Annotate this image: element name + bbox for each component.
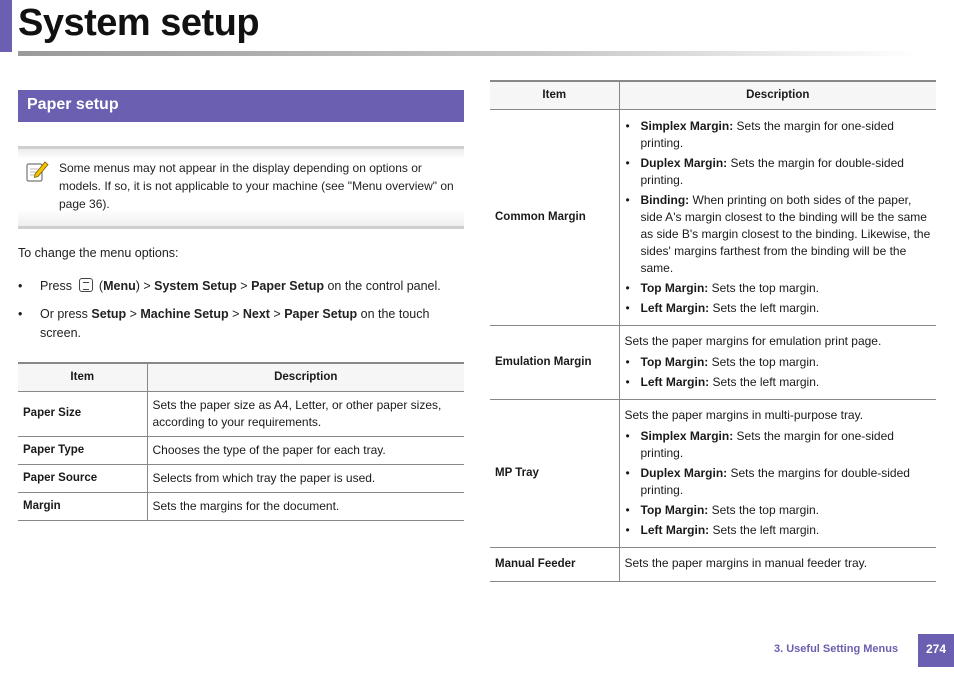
page-number: 274	[918, 634, 954, 667]
setting-description: Sets the top margin.	[708, 502, 819, 517]
column-header-description: Description	[147, 363, 464, 391]
setting-name: Simplex Margin:	[640, 428, 734, 443]
table-row	[490, 325, 936, 399]
row-item: MP Tray	[490, 399, 619, 547]
section-header	[18, 90, 464, 122]
row-item: Margin	[18, 492, 147, 520]
step-text: (	[95, 279, 104, 293]
description-bullets	[625, 428, 932, 539]
description-bullet	[625, 354, 932, 371]
menu-path-item: Machine Setup	[140, 307, 229, 321]
row-description: Chooses the type of the paper for each tray.	[147, 436, 464, 464]
row-item: Manual Feeder	[490, 547, 619, 581]
section-title: Paper setup	[27, 96, 119, 113]
menu-path-item: Next	[242, 307, 270, 321]
menu-path-item: System Setup	[154, 279, 237, 293]
setting-description: Sets the margin for one-sided printing.	[640, 118, 894, 150]
step-text: >	[126, 307, 141, 321]
row-item: Emulation Margin	[490, 325, 619, 399]
table-row	[490, 399, 936, 547]
note-text: Some menus may not appear in the display depending on options or models. If so, it is not applicable to your machine (see "Menu overview" on page 36).	[59, 161, 454, 211]
setting-description: Sets the margin for double-sided printing.	[640, 155, 904, 187]
page-title: System setup	[18, 2, 260, 44]
step-text: on the control panel.	[324, 279, 441, 293]
step-text: Or press	[40, 307, 92, 321]
setting-name: Left Margin:	[640, 522, 710, 537]
step-text: >	[269, 307, 285, 321]
description-text: Sets the paper margins in multi-purpose tray.	[624, 407, 864, 422]
table-row	[490, 547, 936, 581]
description-bullet	[625, 465, 932, 499]
description-text: Sets the paper margins in manual feeder tray.	[624, 555, 868, 570]
row-item: Paper Type	[18, 436, 147, 464]
setting-name: Left Margin:	[640, 300, 710, 315]
setting-description: Sets the left margin.	[709, 522, 820, 537]
description-bullet	[625, 155, 932, 189]
header-accent-bar	[0, 0, 12, 52]
setting-description: Sets the top margin.	[708, 280, 819, 295]
menu-path-item: Menu	[103, 279, 136, 293]
row-description	[619, 399, 936, 547]
table-header-row	[490, 81, 936, 109]
row-description: Sets the paper size as A4, Letter, or other paper sizes, according to your requirements.	[147, 391, 464, 436]
description-bullet	[625, 374, 932, 391]
header-divider	[18, 51, 918, 56]
menu-key-icon	[79, 278, 93, 292]
menu-path-item: Setup	[91, 307, 127, 321]
description-text: Sets the paper margins for emulation print page.	[624, 333, 882, 348]
setting-name: Duplex Margin:	[640, 465, 728, 480]
column-header-item: Item	[18, 363, 147, 391]
margin-settings-table	[490, 80, 936, 582]
step-text: >	[236, 279, 252, 293]
footer-chapter: 3. Useful Setting Menus	[774, 643, 899, 655]
description-bullet	[625, 300, 932, 317]
setting-name: Duplex Margin:	[640, 155, 728, 170]
setting-name: Top Margin:	[640, 502, 709, 517]
description-bullet	[625, 192, 932, 277]
step-text: on the touch screen.	[40, 307, 430, 340]
intro-text: To change the menu options:	[18, 246, 179, 260]
setting-name: Simplex Margin:	[640, 118, 734, 133]
setting-description: Sets the left margin.	[709, 300, 820, 315]
description-bullet	[625, 522, 932, 539]
row-description	[619, 325, 936, 399]
description-bullet	[625, 428, 932, 462]
setting-name: Left Margin:	[640, 374, 710, 389]
setting-description: Sets the left margin.	[709, 374, 820, 389]
step-item	[18, 305, 458, 343]
row-description: Selects from which tray the paper is used.	[147, 464, 464, 492]
step-text: >	[228, 307, 243, 321]
table-row	[18, 492, 464, 520]
description-bullets	[625, 118, 932, 317]
setting-name: Top Margin:	[640, 280, 709, 295]
setting-name: Top Margin:	[640, 354, 709, 369]
table-header-row	[18, 363, 464, 391]
step-text: Press	[40, 279, 76, 293]
description-bullet	[625, 280, 932, 297]
note-box	[18, 146, 464, 229]
note-pencil-icon	[25, 159, 49, 183]
table-row	[18, 436, 464, 464]
row-description: Sets the margins for the document.	[147, 492, 464, 520]
row-item: Paper Source	[18, 464, 147, 492]
menu-path-item: Paper Setup	[251, 279, 324, 293]
setting-description: Sets the top margin.	[708, 354, 819, 369]
column-header-item: Item	[490, 81, 619, 109]
description-bullets	[625, 354, 932, 391]
column-header-description: Description	[619, 81, 936, 109]
row-description	[619, 109, 936, 325]
row-description	[619, 547, 936, 581]
setting-name: Binding:	[640, 192, 690, 207]
row-item: Common Margin	[490, 109, 619, 325]
table-row	[18, 391, 464, 436]
setting-description: When printing on both sides of the paper, side A's margin closest to the binding will be the same as side B's margin closest to the binding. Likewise, the sides' margins farthest from the binding will be the same.	[640, 192, 931, 275]
menu-path-item: Paper Setup	[284, 307, 358, 321]
step-text: ) >	[135, 279, 155, 293]
description-bullet	[625, 118, 932, 152]
steps-list	[18, 277, 458, 352]
setting-description: Sets the margin for one-sided printing.	[640, 428, 894, 460]
setting-description: Sets the margins for double-sided printing.	[640, 465, 910, 497]
step-item	[18, 277, 458, 296]
row-item: Paper Size	[18, 391, 147, 436]
table-row	[490, 109, 936, 325]
description-bullet	[625, 502, 932, 519]
table-row	[18, 464, 464, 492]
paper-settings-table	[18, 362, 464, 521]
